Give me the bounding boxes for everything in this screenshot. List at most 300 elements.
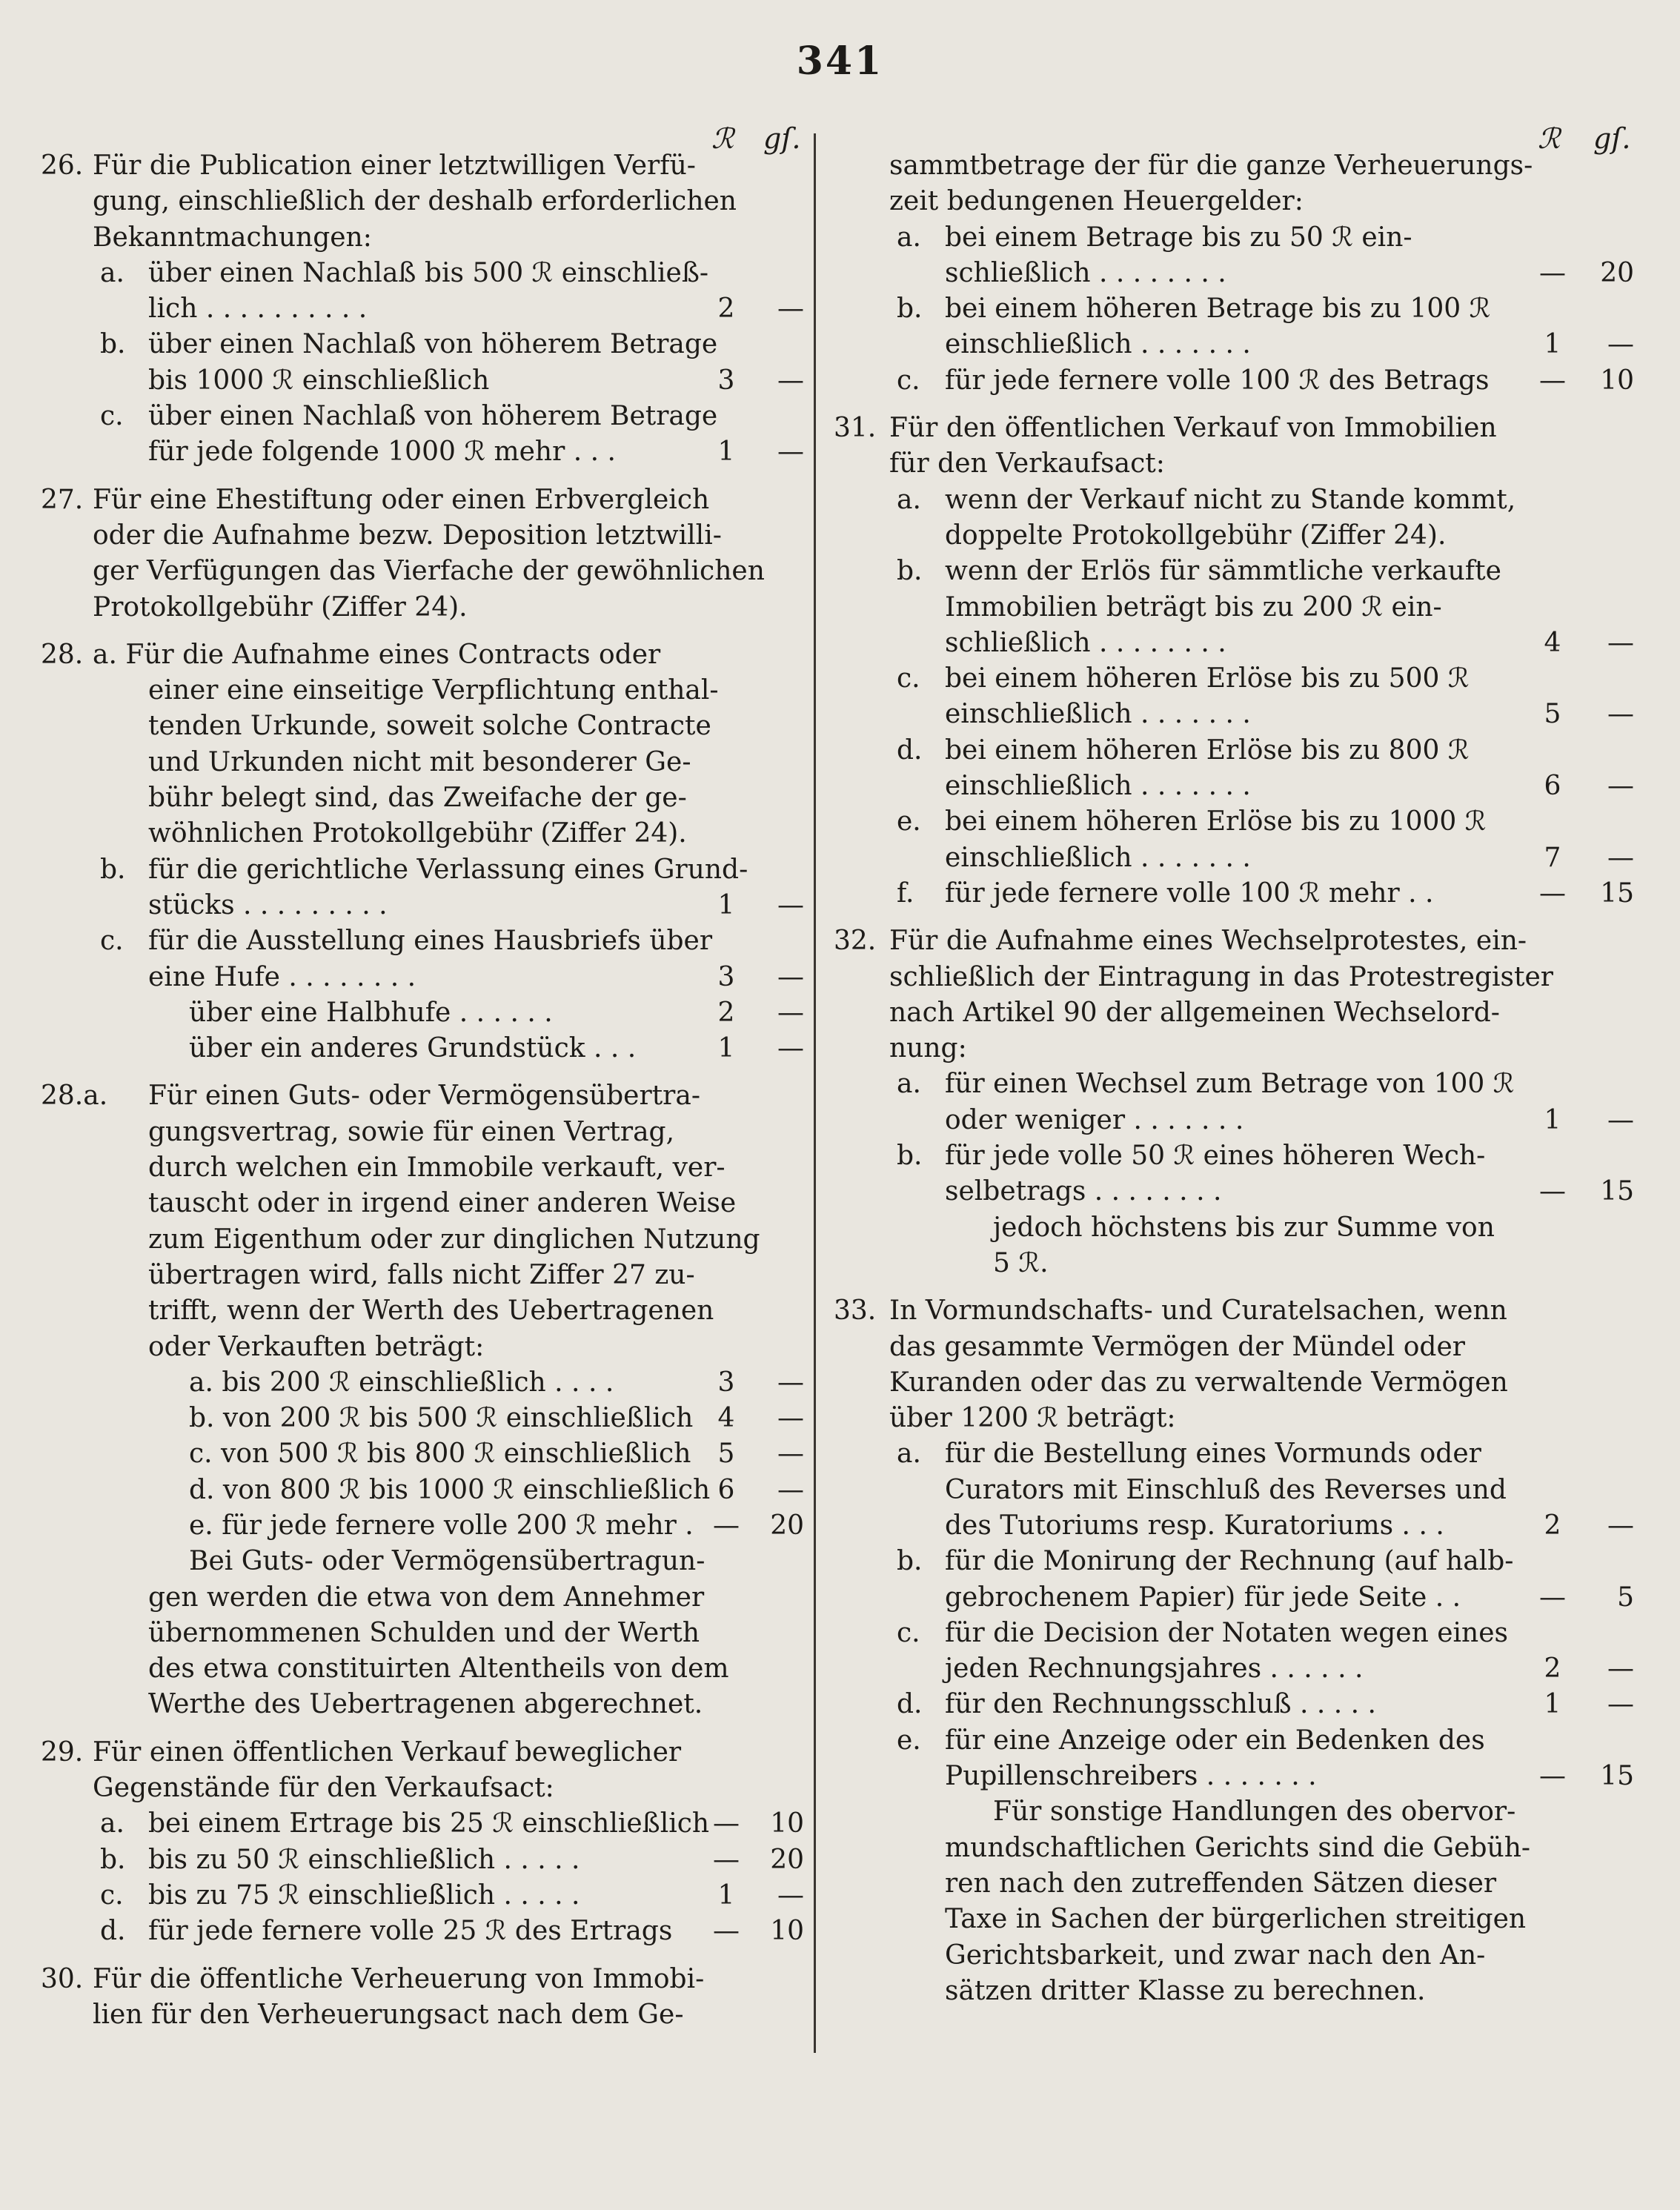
item-number: a. [897, 484, 921, 515]
line-text: Kuranden oder das zu verwaltende Vermögen [889, 1367, 1508, 1398]
section-gap [41, 1723, 808, 1735]
groschen-amount: — [777, 889, 804, 920]
section-gap [41, 1066, 808, 1078]
line-text: einer eine einseitige Verpflichtung enthal- [148, 675, 719, 706]
item-number: b. [897, 1546, 923, 1577]
tariff-line [834, 1794, 1638, 1830]
line-text: jeden Rechnungsjahres . . . . . . [945, 1653, 1364, 1685]
tariff-line [41, 1078, 808, 1114]
taler-symbol: ℛ [711, 122, 734, 155]
line-text: sätzen dritter Klasse zu berechnen. [945, 1975, 1426, 2006]
line-text: d. von 800 ℛ bis 1000 ℛ einschließlich [189, 1474, 711, 1505]
tariff-line [41, 291, 808, 327]
tariff-line [834, 518, 1638, 554]
line-text: wenn der Erlös für sämmtliche verkaufte [945, 556, 1501, 587]
taler-amount: — [1539, 877, 1566, 909]
line-text: für den Verkaufsact: [889, 448, 1165, 480]
tariff-line [834, 1330, 1638, 1365]
tariff-line [834, 148, 1638, 184]
line-text: für einen Wechsel zum Betrage von 100 ℛ [945, 1069, 1515, 1100]
line-text: oder Verkauften beträgt: [148, 1331, 485, 1362]
tariff-line [41, 256, 808, 291]
line-text: a. bis 200 ℛ einschließlich . . . . [189, 1367, 614, 1398]
tariff-line [834, 482, 1638, 518]
tariff-line [834, 1473, 1638, 1508]
line-text: Curators mit Einschluß des Reverses und [945, 1474, 1507, 1505]
page-number: 341 [796, 39, 884, 84]
tariff-line [41, 1222, 808, 1258]
taler-amount: — [713, 1808, 740, 1839]
line-text: tenden Urkunde, soweit solche Contracte [148, 711, 711, 742]
tariff-line [41, 1031, 808, 1066]
tariff-line [41, 1401, 808, 1436]
item-number: c. [897, 663, 920, 694]
line-text: Für sonstige Handlungen des obervor- [993, 1796, 1516, 1828]
line-text: für jede volle 50 ℛ eines höheren Wech- [945, 1141, 1486, 1172]
tariff-line [41, 327, 808, 362]
tariff-line [41, 780, 808, 816]
line-text: sammtbetrage der für die ganze Verheuerungs- [889, 150, 1533, 181]
line-text: für die Ausstellung eines Hausbriefs über [148, 926, 713, 957]
tariff-line [41, 1508, 808, 1544]
line-text: Gerichtsbarkeit, und zwar nach den An- [945, 1939, 1486, 1971]
tariff-line [834, 1687, 1638, 1722]
line-text: Für eine Ehestiftung oder einen Erbvergleich [93, 484, 710, 515]
groschen-amount: 20 [770, 1844, 804, 1875]
groschen-symbol: gſ. [763, 122, 801, 155]
line-text: für die gerichtliche Verlassung eines Grund- [148, 854, 748, 885]
tariff-line [41, 220, 808, 256]
line-text: bei einem höheren Erlöse bis zu 1000 ℛ [945, 806, 1487, 837]
line-text: gungsvertrag, sowie für einen Vertrag, [148, 1116, 675, 1147]
line-text: schließlich . . . . . . . . [945, 627, 1226, 658]
right-column [834, 148, 1638, 2009]
tariff-line [834, 411, 1638, 446]
line-text: gebrochenem Papier) für jede Seite . . [945, 1582, 1461, 1613]
item-number: a. [897, 222, 921, 253]
taler-amount: 2 [1544, 1653, 1561, 1685]
left-column [41, 148, 808, 2033]
line-text: für jede fernere volle 100 ℛ des Betrags [945, 365, 1490, 396]
line-text: für eine Anzeige oder ein Bedenken des [945, 1725, 1485, 1756]
line-text: Protokollgebühr (Ziffer 24). [93, 591, 468, 623]
groschen-amount: — [1607, 1104, 1634, 1135]
groschen-amount: 10 [770, 1916, 804, 1947]
section-gap [41, 471, 808, 482]
line-text: zum Eigenthum oder zur dinglichen Nutzung [148, 1224, 760, 1255]
taler-amount: 2 [717, 293, 735, 325]
taler-amount: 1 [717, 1033, 735, 1064]
line-text: schließlich . . . . . . . . [945, 257, 1226, 288]
tariff-line [41, 852, 808, 888]
tariff-line [834, 1902, 1638, 1937]
item-number: a. [897, 1439, 921, 1470]
line-text: übertragen wird, falls nicht Ziffer 27 zu- [148, 1259, 695, 1290]
tariff-line [834, 1365, 1638, 1401]
tariff-line [834, 923, 1638, 959]
groschen-amount: 10 [770, 1808, 804, 1839]
line-text: des etwa constituirten Altentheils von dem [148, 1653, 729, 1685]
tariff-line [834, 1436, 1638, 1472]
line-text: für jede fernere volle 100 ℛ mehr . . [945, 877, 1434, 909]
line-text: Für einen öffentlichen Verkauf beweglicher [93, 1736, 682, 1768]
tariff-line [834, 733, 1638, 769]
tariff-line [834, 1066, 1638, 1102]
taler-amount: 3 [717, 1367, 735, 1398]
tariff-line [834, 1246, 1638, 1281]
tariff-line [41, 1687, 808, 1722]
taler-amount: 2 [1544, 1510, 1561, 1541]
item-number: b. [100, 1844, 126, 1875]
item-number: e. [897, 806, 921, 837]
tariff-line [41, 923, 808, 959]
taler-amount: 6 [1544, 771, 1561, 802]
item-number: 28. [41, 639, 84, 670]
tariff-line [41, 1580, 808, 1616]
tariff-line [834, 1580, 1638, 1616]
taler-amount: 1 [717, 437, 735, 468]
groschen-amount: — [1607, 699, 1634, 730]
line-text: bis zu 50 ℛ einschließlich . . . . . [148, 1844, 580, 1875]
line-text: einschließlich . . . . . . . [945, 771, 1251, 802]
line-text: Für die öffentliche Verheuerung von Immobi- [93, 1963, 705, 1994]
line-text: tauscht oder in irgend einer anderen Weise [148, 1188, 737, 1219]
groschen-amount: — [1607, 627, 1634, 658]
tariff-line [41, 1771, 808, 1806]
section-gap [834, 1281, 1638, 1293]
tariff-line [41, 1115, 808, 1150]
taler-amount: 3 [717, 961, 735, 992]
item-number: 32. [834, 926, 877, 957]
item-number: b. [100, 854, 126, 885]
line-text: das gesammte Vermögen der Mündel oder [889, 1331, 1465, 1362]
line-text: Taxe in Sachen der bürgerlichen streitigen [945, 1904, 1527, 1935]
line-text: für jede fernere volle 25 ℛ des Ertrags [148, 1916, 673, 1947]
item-number: b. [897, 556, 923, 587]
tariff-line [41, 184, 808, 219]
item-number: c. [100, 401, 124, 432]
taler-amount: 1 [717, 1879, 735, 1911]
taler-amount: 5 [1544, 699, 1561, 730]
line-text: bei einem höheren Betrage bis zu 100 ℛ [945, 293, 1491, 325]
line-text: b. von 200 ℛ bis 500 ℛ einschließlich [189, 1403, 694, 1434]
tariff-line [834, 804, 1638, 840]
tariff-line [834, 1866, 1638, 1902]
tariff-line [41, 482, 808, 518]
tariff-line [41, 590, 808, 625]
groschen-amount: 15 [1600, 877, 1634, 909]
line-text: ren nach den zutreffenden Sätzen dieser [945, 1868, 1497, 1899]
line-text: bei einem höheren Erlöse bis zu 800 ℛ [945, 734, 1470, 766]
line-text: bühr belegt sind, das Zweifache der ge- [148, 783, 687, 814]
item-number: c. [100, 1879, 124, 1911]
taler-amount: — [1539, 1761, 1566, 1792]
line-text: doppelte Protokollgebühr (Ziffer 24). [945, 520, 1447, 551]
tariff-line [834, 1544, 1638, 1579]
tariff-line [834, 1401, 1638, 1436]
line-text: mundschaftlichen Gerichts sind die Gebüh- [945, 1832, 1531, 1863]
tariff-line [834, 1651, 1638, 1687]
tariff-line [834, 1508, 1638, 1544]
taler-symbol: ℛ [1538, 122, 1561, 155]
groschen-amount: 20 [1600, 257, 1634, 288]
tariff-line [41, 1258, 808, 1293]
tariff-line [41, 1436, 808, 1472]
groschen-amount: — [1607, 329, 1634, 360]
line-text: nach Artikel 90 der allgemeinen Wechselord- [889, 997, 1500, 1028]
groschen-amount: — [1607, 842, 1634, 873]
groschen-symbol: gſ. [1593, 122, 1631, 155]
groschen-amount: — [777, 1033, 804, 1064]
section-gap [834, 399, 1638, 411]
tariff-line [834, 625, 1638, 661]
item-number: d. [100, 1916, 126, 1947]
line-text: a. Für die Aufnahme eines Contracts oder [93, 639, 661, 670]
taler-amount: 4 [717, 1403, 735, 1434]
tariff-line [41, 673, 808, 709]
item-number: 28.a. [41, 1081, 108, 1112]
groschen-amount: — [1607, 771, 1634, 802]
line-text: und Urkunden nicht mit besonderer Ge- [148, 746, 691, 777]
line-text: über eine Halbhufe . . . . . . [189, 997, 553, 1028]
tariff-line [41, 816, 808, 852]
line-text: für den Rechnungsschluß . . . . . [945, 1689, 1376, 1720]
tariff-line [41, 995, 808, 1031]
tariff-line [834, 876, 1638, 912]
taler-amount: — [1539, 1582, 1566, 1613]
item-number: 27. [41, 484, 84, 515]
tariff-line [834, 769, 1638, 804]
groschen-amount: 5 [1617, 1582, 1634, 1613]
line-text: selbetrags . . . . . . . . [945, 1176, 1222, 1207]
line-text: c. von 500 ℛ bis 800 ℛ einschließlich [189, 1439, 691, 1470]
tariff-line [41, 434, 808, 470]
item-number: a. [897, 1069, 921, 1100]
line-text: eine Hufe . . . . . . . . [148, 961, 416, 992]
line-text: schließlich der Eintragung in das Protestregister [889, 961, 1553, 992]
tariff-line [41, 1914, 808, 1949]
tariff-line [41, 363, 808, 399]
groschen-amount: — [777, 1879, 804, 1911]
line-text: bei einem höheren Erlöse bis zu 500 ℛ [945, 663, 1470, 694]
taler-amount: — [1539, 1176, 1566, 1207]
groschen-amount: — [777, 365, 804, 396]
groschen-amount: 20 [770, 1510, 804, 1541]
tariff-line [834, 1831, 1638, 1866]
tariff-line [834, 960, 1638, 995]
taler-amount: 1 [1544, 1104, 1561, 1135]
groschen-amount: — [1607, 1689, 1634, 1720]
tariff-line [834, 1174, 1638, 1209]
line-text: übernommenen Schulden und der Werth [148, 1617, 700, 1648]
taler-amount: — [713, 1844, 740, 1875]
item-number: d. [897, 734, 923, 766]
item-number: 31. [834, 413, 877, 444]
taler-amount: 3 [717, 365, 735, 396]
groschen-amount: 15 [1600, 1176, 1634, 1207]
line-text: Pupillenschreibers . . . . . . . [945, 1761, 1317, 1792]
line-text: Für die Aufnahme eines Wechselprotestes, ein- [889, 926, 1527, 957]
item-number: e. [897, 1725, 921, 1756]
tariff-line [41, 1186, 808, 1221]
groschen-amount: 10 [1600, 365, 1634, 396]
line-text: Bei Guts- oder Vermögensübertragun- [189, 1546, 705, 1577]
item-number: 29. [41, 1736, 84, 1768]
line-text: über 1200 ℛ beträgt: [889, 1403, 1176, 1434]
item-number: c. [100, 926, 124, 957]
tariff-line [834, 291, 1638, 327]
line-text: oder die Aufnahme bezw. Deposition letztwilli- [93, 520, 722, 551]
groschen-amount: — [777, 961, 804, 992]
tariff-line [41, 1365, 808, 1401]
section-gap [834, 912, 1638, 923]
line-text: bei einem Ertrage bis 25 ℛ einschließlich [148, 1808, 710, 1839]
column-divider [814, 133, 816, 2053]
tariff-line [834, 1938, 1638, 1974]
line-text: lien für den Verheuerungsact nach dem Ge- [93, 1999, 684, 2030]
item-number: a. [100, 257, 124, 288]
line-text: Für einen Guts- oder Vermögensübertra- [148, 1081, 700, 1112]
tariff-line [41, 1330, 808, 1365]
tariff-line [41, 1616, 808, 1651]
line-text: nung: [889, 1033, 967, 1064]
tariff-line [41, 637, 808, 673]
tariff-line [834, 363, 1638, 399]
item-number: f. [897, 877, 914, 909]
line-text: einschließlich . . . . . . . [945, 329, 1251, 360]
line-text: oder weniger . . . . . . . [945, 1104, 1244, 1135]
taler-amount: 4 [1544, 627, 1561, 658]
item-number: 26. [41, 150, 84, 181]
line-text: bis 1000 ℛ einschließlich [148, 365, 490, 396]
line-text: Immobilien beträgt bis zu 200 ℛ ein- [945, 591, 1442, 623]
tariff-line [834, 1031, 1638, 1066]
line-text: gen werden die etwa von dem Annehmer [148, 1582, 705, 1613]
taler-amount: 2 [717, 997, 735, 1028]
line-text: 5 ℛ. [993, 1247, 1049, 1278]
groschen-amount: — [777, 1367, 804, 1398]
tariff-line [834, 554, 1638, 589]
tariff-line [41, 709, 808, 744]
tariff-line [834, 590, 1638, 625]
tariff-line [41, 1842, 808, 1878]
tariff-line [834, 1974, 1638, 2009]
groschen-amount: — [1607, 1653, 1634, 1685]
groschen-amount: — [777, 1474, 804, 1505]
line-text: durch welchen ein Immobile verkauft, ver- [148, 1152, 726, 1184]
tariff-line [834, 446, 1638, 482]
taler-amount: 7 [1544, 842, 1561, 873]
tariff-line [834, 995, 1638, 1031]
line-text: In Vormundschafts- und Curatelsachen, wenn [889, 1295, 1507, 1327]
tariff-line [41, 518, 808, 554]
tariff-line [834, 1293, 1638, 1329]
item-number: 33. [834, 1295, 877, 1327]
tariff-line [834, 1616, 1638, 1651]
line-text: über einen Nachlaß von höherem Betrage [148, 401, 718, 432]
line-text: über einen Nachlaß bis 500 ℛ einschließ- [148, 257, 709, 288]
line-text: zeit bedungenen Heuergelder: [889, 186, 1304, 217]
line-text: für die Decision der Notaten wegen eines [945, 1617, 1508, 1648]
tariff-line [834, 661, 1638, 697]
line-text: e. für jede fernere volle 200 ℛ mehr . [189, 1510, 694, 1541]
line-text: Für die Publication einer letztwilligen Verfü- [93, 150, 696, 181]
groschen-amount: — [777, 1403, 804, 1434]
line-text: bis zu 75 ℛ einschließlich . . . . . [148, 1879, 580, 1911]
line-text: lich . . . . . . . . . . [148, 293, 368, 325]
line-text: trifft, wenn der Werth des Uebertragenen [148, 1295, 714, 1327]
tariff-line [41, 399, 808, 434]
item-number: c. [897, 1617, 920, 1648]
tariff-line [834, 184, 1638, 219]
line-text: stücks . . . . . . . . . [148, 889, 388, 920]
tariff-line [834, 327, 1638, 362]
tariff-line [41, 1997, 808, 2033]
tariff-line [41, 1878, 808, 1914]
tariff-line [41, 888, 808, 923]
item-number: 30. [41, 1963, 84, 1994]
line-text: Gegenstände für den Verkaufsact: [93, 1773, 554, 1804]
tariff-line [41, 554, 808, 589]
tariff-line [41, 1735, 808, 1771]
section-gap [41, 1950, 808, 1962]
line-text: wenn der Verkauf nicht zu Stande kommt, [945, 484, 1516, 515]
line-text: über ein anderes Grundstück . . . [189, 1033, 637, 1064]
taler-amount: 1 [1544, 329, 1561, 360]
taler-amount: — [713, 1916, 740, 1947]
tariff-line [834, 256, 1638, 291]
line-text: Bekanntmachungen: [93, 222, 372, 253]
tariff-line [41, 745, 808, 780]
tariff-line [834, 1723, 1638, 1759]
tariff-line [41, 1806, 808, 1842]
line-text: des Tutoriums resp. Kuratoriums . . . [945, 1510, 1444, 1541]
taler-amount: 6 [717, 1474, 735, 1505]
item-number: b. [100, 329, 126, 360]
line-text: für jede folgende 1000 ℛ mehr . . . [148, 437, 616, 468]
item-number: a. [100, 1808, 124, 1839]
groschen-amount: — [777, 1439, 804, 1470]
taler-amount: 1 [1544, 1689, 1561, 1720]
line-text: Für den öffentlichen Verkauf von Immobilien [889, 413, 1497, 444]
taler-amount: 5 [717, 1439, 735, 1470]
line-text: Werthe des Uebertragenen abgerechnet. [148, 1689, 703, 1720]
item-number: b. [897, 293, 923, 325]
line-text: über einen Nachlaß von höherem Betrage [148, 329, 718, 360]
tariff-line [834, 1210, 1638, 1246]
line-text: bei einem Betrage bis zu 50 ℛ ein- [945, 222, 1412, 253]
line-text: für die Bestellung eines Vormunds oder [945, 1439, 1481, 1470]
section-gap [41, 625, 808, 637]
item-number: d. [897, 1689, 923, 1720]
tariff-line [41, 1293, 808, 1329]
tariff-line [834, 1103, 1638, 1138]
item-number: c. [897, 365, 920, 396]
item-number: b. [897, 1141, 923, 1172]
taler-amount: 1 [717, 889, 735, 920]
groschen-amount: — [1607, 1510, 1634, 1541]
tariff-line [41, 1544, 808, 1579]
groschen-amount: — [777, 437, 804, 468]
tariff-line [834, 220, 1638, 256]
tariff-line [41, 960, 808, 995]
tariff-line [834, 1759, 1638, 1794]
line-text: ger Verfügungen das Vierfache der gewöhnlichen [93, 556, 765, 587]
tariff-line [41, 1473, 808, 1508]
tariff-line [41, 148, 808, 184]
line-text: jedoch höchstens bis zur Summe von [993, 1212, 1495, 1243]
groschen-amount: — [777, 997, 804, 1028]
